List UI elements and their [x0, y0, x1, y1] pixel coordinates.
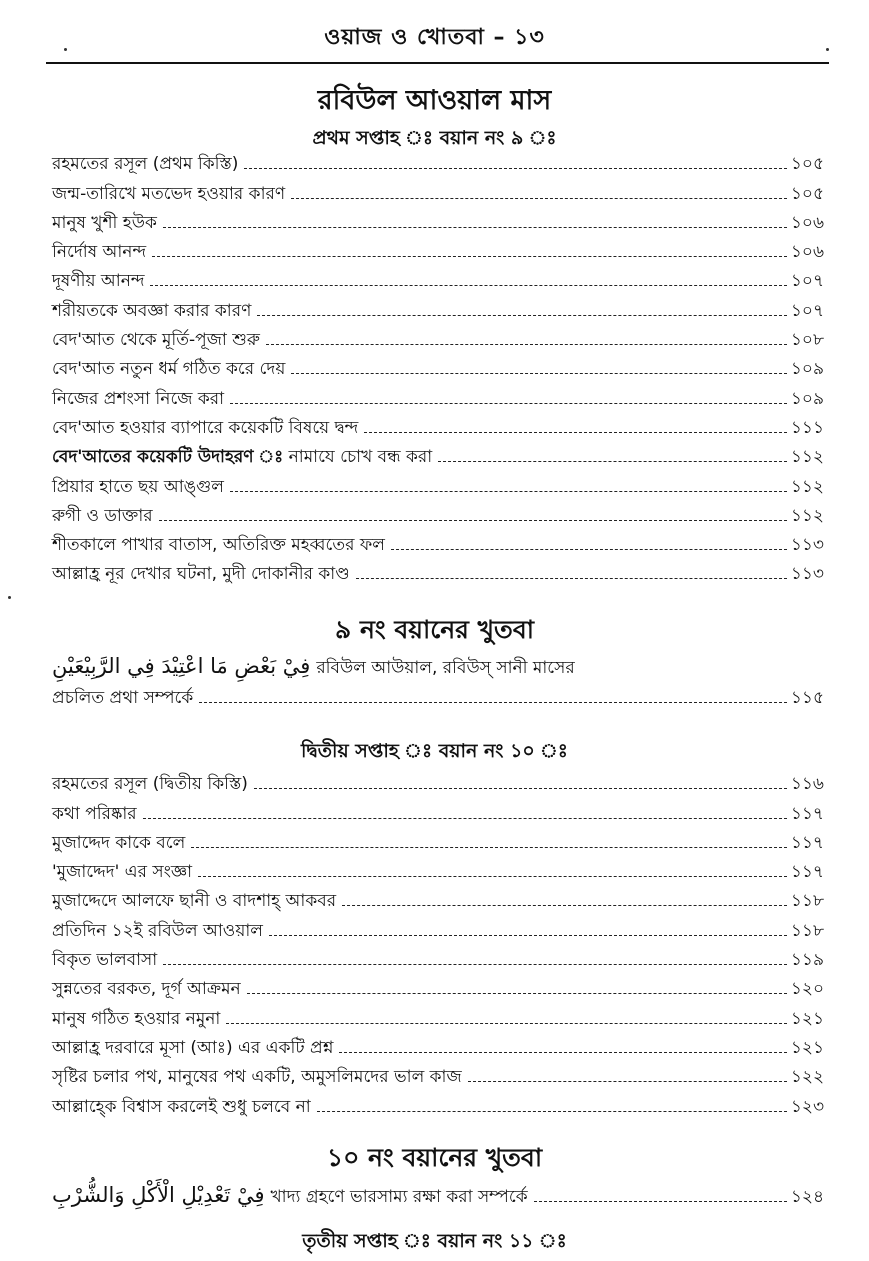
- toc-entry-text: 'মুজাদ্দেদ' এর সংজ্ঞা: [52, 862, 193, 883]
- dot-leader: [468, 1081, 787, 1082]
- toc-page-number: ১০৫: [790, 183, 824, 204]
- toc-page-number: ১০৭: [790, 300, 824, 321]
- toc-entry-text: কথা পরিষ্কার: [52, 803, 137, 824]
- toc-row[interactable]: [52, 468, 824, 497]
- toc-entry-text: আল্লাহ্র দরবারে মূসা (আঃ) এর একটি প্রশ্ন: [52, 1037, 334, 1058]
- toc-entry-text: শীতকালে পাখার বাতাস, অতিরিক্ত মহব্বতের ফল: [52, 535, 385, 556]
- week3-heading: তৃতীয় সপ্তাহ ঃ বয়ান নং ১১ ঃ: [302, 1230, 567, 1252]
- dot-leader: [254, 788, 787, 789]
- dot-leader: [356, 578, 787, 579]
- toc-row[interactable]: [52, 439, 824, 468]
- toc-entry-text: বেদ'আত থেকে মূর্তি-পূজা শুরু: [52, 330, 260, 351]
- dot-leader: [199, 702, 787, 703]
- dot-leader: [163, 964, 787, 965]
- toc-row[interactable]: [52, 1030, 824, 1059]
- toc-page-number: ১১৭: [790, 832, 824, 853]
- toc-row[interactable]: [52, 205, 824, 234]
- dot-leader: [364, 432, 787, 433]
- toc-row[interactable]: [52, 680, 824, 709]
- dot-leader: [317, 1111, 787, 1112]
- toc-list-week1: [52, 146, 824, 585]
- toc-page-number: ১১২: [790, 476, 824, 497]
- toc-row[interactable]: [52, 292, 824, 321]
- toc-entry-text: রহমতের রসূল (দ্বিতীয় কিস্তি): [52, 774, 248, 795]
- week1-heading: প্রথম সপ্তাহ ঃ বয়ান নং ৯ ঃ: [312, 127, 557, 149]
- dot-leader: [191, 847, 787, 848]
- toc-row[interactable]: [52, 263, 824, 292]
- toc-page-number: ১১৩: [790, 535, 824, 556]
- toc-page-number: ১২৪: [790, 1187, 824, 1207]
- dot-leader: [339, 1052, 786, 1053]
- toc-row[interactable]: [52, 556, 824, 585]
- khutba9-entry: [52, 680, 824, 709]
- toc-row[interactable]: [52, 380, 824, 409]
- toc-page-number: ১২০: [790, 979, 824, 1000]
- toc-entry-text: সৃষ্টির চলার পথ, মানুষের পথ একটি, অমুসলিমদের ভাল কাজ: [52, 1067, 462, 1088]
- toc-page-number: ১১৮: [790, 920, 824, 941]
- toc-entry-text: মানুষ খুশী হউক: [52, 212, 157, 233]
- dot-leader: [534, 1201, 787, 1202]
- toc-page-number: ১১৯: [790, 950, 824, 971]
- dot-leader: [247, 993, 787, 994]
- dot-leader: [291, 373, 787, 374]
- toc-entry-text: মানুষ গঠিত হওয়ার নমুনা: [52, 1008, 221, 1029]
- dot-leader: [163, 227, 787, 228]
- toc-page-number: ১২১: [790, 1008, 824, 1029]
- toc-page-number: ১১৮: [790, 891, 824, 912]
- toc-page-number: ১১২: [790, 505, 824, 526]
- dot-leader: [143, 818, 787, 819]
- toc-entry-text: রহমতের রসূল (প্রথম কিস্তি): [52, 154, 239, 175]
- dot-leader: [257, 315, 787, 316]
- dot-leader: [198, 876, 787, 877]
- toc-row[interactable]: [52, 146, 824, 175]
- khutba10-heading: ১০ নং বয়ানের খুতবা: [326, 1143, 543, 1172]
- toc-entry-text: প্রিয়ার হাতে ছয় আঙ্গুল: [52, 476, 224, 497]
- toc-entry-text: মুজাদ্দেদ কাকে বলে: [52, 832, 186, 853]
- toc-row[interactable]: [52, 234, 824, 263]
- header-rule: [46, 62, 829, 64]
- toc-page-number: ১১৬: [790, 774, 824, 795]
- khutba10-arabic: فِيْ تَعْدِيْلِ الْأَكْلِ وَالشُّرْبِ: [52, 1183, 265, 1207]
- toc-entry-text: প্রচলিত প্রথা সম্পর্কে: [52, 688, 194, 709]
- toc-entry-text: বিকৃত ভালবাসা: [52, 950, 158, 971]
- toc-page-number: ১১৭: [790, 862, 824, 883]
- toc-page-number: ১১৫: [790, 688, 824, 709]
- toc-entry-text: বেদ'আত হওয়ার ব্যাপারে কয়েকটি বিষয়ে দ্বন্দ: [52, 417, 359, 438]
- toc-page-number: ১০৭: [790, 271, 824, 292]
- dot-leader: [150, 285, 786, 286]
- toc-row[interactable]: [52, 795, 824, 824]
- week2-heading: দ্বিতীয় সপ্তাহ ঃ বয়ান নং ১০ ঃ: [301, 740, 568, 762]
- toc-entry-text: আল্লাহ্র নূর দেখার ঘটনা, মুদী দোকানীর কাণ্ড: [52, 564, 350, 585]
- toc-row[interactable]: [52, 912, 824, 941]
- toc-row[interactable]: [52, 1174, 824, 1208]
- toc-row[interactable]: [52, 527, 824, 556]
- toc-row[interactable]: [52, 883, 824, 912]
- toc-row[interactable]: [52, 322, 824, 351]
- toc-entry-text: আল্লাহ্কে বিশ্বাস করলেই শুধু চলবে না: [52, 1096, 311, 1117]
- toc-entry-text: নির্দোষ আনন্দ: [52, 242, 147, 263]
- toc-row[interactable]: [52, 825, 824, 854]
- khutba9-heading: ৯ নং বয়ানের খুতবা: [335, 615, 534, 644]
- toc-entry-text: দূষণীয় আনন্দ: [52, 271, 145, 292]
- toc-page-number: ১০৯: [790, 359, 824, 380]
- toc-page-number: ১০৯: [790, 388, 824, 409]
- toc-entry-text: বেদ'আত নতুন ধর্ম গঠিত করে দেয়: [52, 359, 286, 380]
- dot-leader: [291, 198, 787, 199]
- toc-row[interactable]: [52, 175, 824, 204]
- dot-leader: [244, 168, 787, 169]
- dot-leader: [159, 520, 787, 521]
- dot-leader: [230, 491, 787, 492]
- toc-page-number: ১১৩: [790, 564, 824, 585]
- toc-row[interactable]: [52, 498, 824, 527]
- toc-page-number: ১১১: [790, 417, 824, 438]
- toc-row[interactable]: [52, 410, 824, 439]
- dot-leader: [391, 549, 787, 550]
- toc-entry-text: জন্ম-তারিখে মতভেদ হওয়ার কারণ: [52, 183, 286, 204]
- dot-leader: [269, 935, 787, 936]
- toc-row[interactable]: [52, 942, 824, 971]
- toc-entry-text: [52, 446, 432, 468]
- toc-page-number: ১১২: [790, 447, 824, 468]
- toc-entry-text: রুগী ও ডাক্তার: [52, 505, 153, 526]
- section-title: রবিউল আওয়াল মাস: [317, 85, 552, 116]
- toc-page-number: ১২১: [790, 1037, 824, 1058]
- toc-row[interactable]: [52, 1059, 824, 1088]
- toc-entry-text: প্রতিদিন ১২ই রবিউল আওয়াল: [52, 920, 263, 941]
- toc-row[interactable]: [52, 766, 824, 795]
- dot-leader: [438, 461, 787, 462]
- toc-entry-rest-text: নামাযে চোখ বন্ধ করা: [283, 447, 433, 468]
- dot-leader: [226, 1023, 787, 1024]
- toc-page-number: ১০৮: [790, 330, 824, 351]
- toc-entry-text: [52, 1184, 528, 1208]
- toc-row[interactable]: [52, 351, 824, 380]
- scan-speck: [8, 596, 11, 599]
- toc-entry-text: নিজের প্রশংসা নিজে করা: [52, 388, 225, 409]
- toc-row[interactable]: [52, 1088, 824, 1117]
- toc-entry-bold-text: বেদ'আতের কয়েকটি উদাহরণ ঃ: [52, 447, 284, 468]
- khutba10-entry: [52, 1174, 824, 1208]
- toc-entry-text: শরীয়তকে অবজ্ঞা করার কারণ: [52, 300, 252, 321]
- dot-leader: [230, 403, 787, 404]
- khutba10-text: খাদ্য গ্রহণে ভারসাম্য রক্ষা করা সম্পর্কে: [270, 1187, 528, 1207]
- toc-page-number: ১২৩: [790, 1096, 824, 1117]
- dot-leader: [342, 905, 787, 906]
- khutba9-arabic: فِيْ بَعْضِ مَا اعْتِيْدَ فِي الرَّبِيْعَيْنِ: [52, 654, 311, 678]
- toc-list-week2: [52, 766, 824, 1118]
- toc-page-number: ১০৬: [790, 242, 824, 263]
- toc-page-number: ১১৭: [790, 803, 824, 824]
- khutba9-text1: রবিউল আউয়াল, রবিউস্ সানী মাসের: [316, 658, 575, 678]
- toc-page-number: ১০৬: [790, 212, 824, 233]
- toc-row[interactable]: [52, 854, 824, 883]
- dot-leader: [266, 344, 787, 345]
- toc-page-number: ১২২: [790, 1067, 824, 1088]
- toc-row[interactable]: [52, 1000, 824, 1029]
- khutba9-line1: [52, 654, 824, 683]
- dot-leader: [152, 256, 787, 257]
- toc-entry-text: মুজাদ্দেদে আলফে ছানী ও বাদশাহ্ আকবর: [52, 891, 337, 912]
- running-head: ওয়াজ ও খোতবা – ১৩: [324, 25, 545, 50]
- toc-page-number: ১০৫: [790, 154, 824, 175]
- toc-entry-text: সুন্নতের বরকত, দূর্গ আক্রমন: [52, 979, 241, 1000]
- toc-row[interactable]: [52, 971, 824, 1000]
